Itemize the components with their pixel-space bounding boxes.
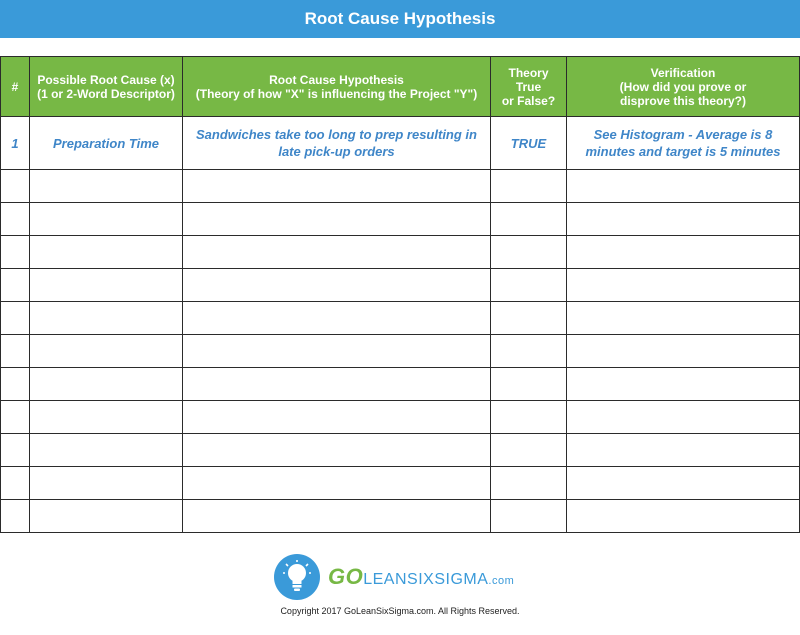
goleansixsigma-logo[interactable]	[274, 554, 514, 600]
title-banner	[0, 0, 800, 38]
table-row	[1, 302, 800, 335]
header-line: Possible Root Cause (x)	[37, 72, 175, 87]
cell-hypothesis[interactable]	[183, 269, 491, 302]
cell-possible-root-cause[interactable]	[30, 335, 183, 368]
cell-true-false[interactable]	[491, 269, 567, 302]
cell-possible-root-cause[interactable]	[30, 500, 183, 533]
cell-number[interactable]	[1, 434, 30, 467]
logo-suffix: .com	[488, 575, 515, 587]
cell-hypothesis[interactable]	[183, 368, 491, 401]
table-row	[1, 236, 800, 269]
cell-true-false[interactable]	[491, 368, 567, 401]
table-row	[1, 203, 800, 236]
cell-verification[interactable]	[567, 170, 800, 203]
copyright-text: Copyright 2017 GoLeanSixSigma.com. All Rights Reserved.	[280, 606, 520, 616]
cell-possible-root-cause[interactable]: Preparation Time	[30, 117, 183, 170]
cell-possible-root-cause[interactable]	[30, 170, 183, 203]
page-title: Root Cause Hypothesis	[304, 9, 496, 28]
table-header-row	[1, 57, 800, 117]
logo-brand: LEANSIXSIGMA	[363, 571, 489, 588]
header-line: Verification	[650, 65, 716, 80]
cell-hypothesis[interactable]	[183, 434, 491, 467]
cell-verification[interactable]	[567, 236, 800, 269]
cell-true-false[interactable]	[491, 500, 567, 533]
cell-number[interactable]	[1, 368, 30, 401]
cell-verification[interactable]	[567, 500, 800, 533]
cell-true-false[interactable]	[491, 401, 567, 434]
cell-true-false[interactable]: TRUE	[491, 117, 567, 170]
logo-wordmark	[328, 564, 514, 590]
cell-verification[interactable]	[567, 368, 800, 401]
cell-possible-root-cause[interactable]	[30, 368, 183, 401]
cell-verification[interactable]: See Histogram - Average is 8 minutes and target is 5 minutes	[567, 117, 800, 170]
table-row	[1, 401, 800, 434]
cell-verification[interactable]	[567, 335, 800, 368]
header-line: (How did you prove or	[619, 79, 747, 94]
cell-true-false[interactable]	[491, 467, 567, 500]
cell-verification[interactable]	[567, 467, 800, 500]
header-possible-root-cause	[30, 57, 183, 117]
cell-possible-root-cause[interactable]	[30, 302, 183, 335]
cell-hypothesis[interactable]	[183, 401, 491, 434]
cell-verification[interactable]	[567, 401, 800, 434]
footer	[0, 548, 800, 628]
cell-number[interactable]: 1	[1, 117, 30, 170]
cell-hypothesis[interactable]	[183, 302, 491, 335]
table-row	[1, 500, 800, 533]
header-line: Theory True	[508, 65, 549, 94]
table-row	[1, 368, 800, 401]
cell-verification[interactable]	[567, 203, 800, 236]
header-line: #	[11, 79, 19, 94]
cell-possible-root-cause[interactable]	[30, 401, 183, 434]
cell-number[interactable]	[1, 500, 30, 533]
hypothesis-table	[0, 56, 800, 533]
header-line: disprove this theory?)	[619, 93, 747, 108]
cell-true-false[interactable]	[491, 302, 567, 335]
cell-verification[interactable]	[567, 434, 800, 467]
cell-possible-root-cause[interactable]	[30, 269, 183, 302]
header-verification	[567, 57, 800, 117]
cell-true-false[interactable]	[491, 434, 567, 467]
header-line: Root Cause Hypothesis	[269, 72, 404, 87]
header-line: (Theory of how "X" is influencing the Project "Y")	[195, 86, 478, 101]
cell-number[interactable]	[1, 170, 30, 203]
cell-number[interactable]	[1, 467, 30, 500]
cell-true-false[interactable]	[491, 335, 567, 368]
cell-number[interactable]	[1, 269, 30, 302]
cell-number[interactable]	[1, 335, 30, 368]
cell-number[interactable]	[1, 203, 30, 236]
cell-possible-root-cause[interactable]	[30, 203, 183, 236]
cell-possible-root-cause[interactable]	[30, 434, 183, 467]
header-line: (1 or 2-Word Descriptor)	[37, 86, 175, 101]
table-row	[1, 170, 800, 203]
cell-hypothesis[interactable]	[183, 203, 491, 236]
header-theory-true-false	[491, 57, 567, 117]
cell-number[interactable]	[1, 236, 30, 269]
cell-true-false[interactable]	[491, 236, 567, 269]
cell-hypothesis[interactable]	[183, 500, 491, 533]
cell-verification[interactable]	[567, 269, 800, 302]
cell-possible-root-cause[interactable]	[30, 467, 183, 500]
lightbulb-icon-glyph	[283, 560, 311, 594]
header-line: or False?	[501, 93, 556, 108]
cell-hypothesis[interactable]	[183, 467, 491, 500]
cell-hypothesis[interactable]	[183, 335, 491, 368]
header-root-cause-hypothesis	[183, 57, 491, 117]
lightbulb-icon	[274, 554, 320, 600]
table-row	[1, 434, 800, 467]
cell-possible-root-cause[interactable]	[30, 236, 183, 269]
cell-true-false[interactable]	[491, 170, 567, 203]
logo-go: GO	[328, 564, 364, 589]
cell-number[interactable]	[1, 401, 30, 434]
cell-true-false[interactable]	[491, 203, 567, 236]
cell-number[interactable]	[1, 302, 30, 335]
table-row	[1, 117, 800, 170]
cell-verification[interactable]	[567, 302, 800, 335]
header-number	[1, 57, 30, 117]
table-row	[1, 467, 800, 500]
cell-hypothesis[interactable]	[183, 170, 491, 203]
cell-hypothesis[interactable]	[183, 236, 491, 269]
table-row	[1, 335, 800, 368]
table-row	[1, 269, 800, 302]
cell-hypothesis[interactable]: Sandwiches take too long to prep resulting in late pick-up orders	[183, 117, 491, 170]
